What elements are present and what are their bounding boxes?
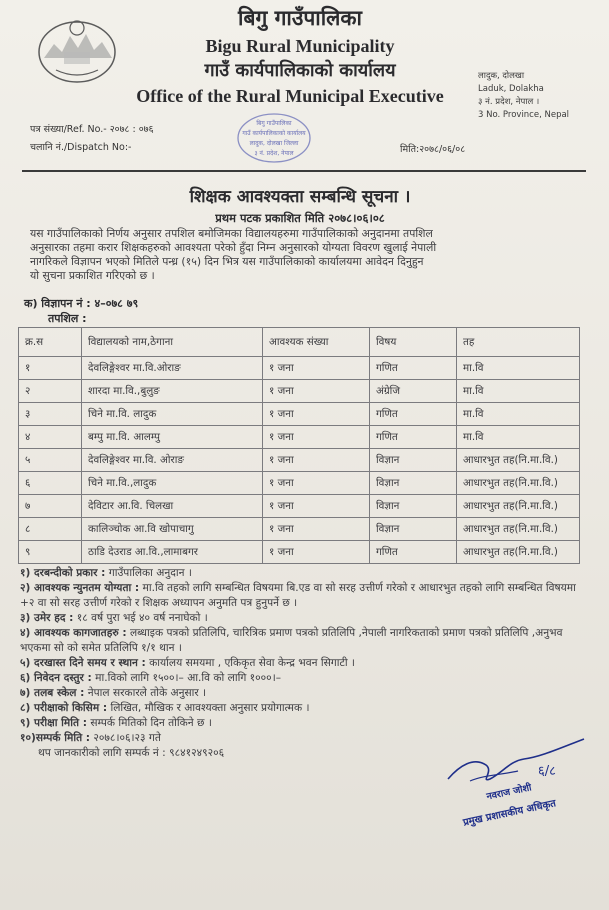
table-cell: ५ xyxy=(19,449,82,472)
condition-text: मा.विको लागि १५००।– आ.वि को लागि १०००।– xyxy=(95,672,282,684)
signature-date: ६/८ xyxy=(538,764,556,779)
condition-label: २) आवश्यक न्युनतम योग्यता : xyxy=(20,582,140,594)
table-cell: आधारभुत तह(नि.मा.वि.) xyxy=(457,449,580,472)
address-line: 3 No. Province, Nepal xyxy=(478,110,570,120)
vacancy-table xyxy=(18,327,580,564)
table-cell: अंग्रेजि xyxy=(370,380,457,403)
table-cell: आधारभुत तह(नि.मा.वि.) xyxy=(457,541,580,564)
table-cell: ७ xyxy=(19,495,82,518)
condition-label: ७) तलब स्केल : xyxy=(20,687,85,699)
municipality-name-english: Bigu Rural Municipality xyxy=(205,36,395,56)
office-address xyxy=(478,70,569,122)
table-row xyxy=(19,357,580,380)
office-name-english: Office of the Rural Municipal Executive xyxy=(136,86,444,106)
condition-text: मा.वि तहको लागि सम्बन्धित विषयमा बि.एड वा सो सरह उत्तीर्ण गरेको र आधारभुत तहको लागि सम्बन्धित विषयमा +२ वा सो सरह उत्तीर्ण गरेको र शिक्षक अध्यापन अनुमति पत्र हुनुपर्ने छ । xyxy=(20,582,576,609)
signatory-title: प्रमुख प्रशासकीय अधिकृत xyxy=(462,798,557,829)
condition-item xyxy=(20,686,590,701)
signatory-name: नवराज जोशी xyxy=(485,782,533,803)
table-row xyxy=(19,380,580,403)
condition-text: थप जानकारीको लागि सम्पर्क नं : ९८४१२४९२०६ xyxy=(38,747,225,759)
table-cell: ९ xyxy=(19,541,82,564)
stamp-text: लादुक, दोलखा जिल्ला xyxy=(249,140,299,147)
table-cell: १ जना xyxy=(263,495,370,518)
stamp-text: गाउँ कार्यपालिकाको कार्यालय xyxy=(242,130,306,137)
table-header-row xyxy=(19,328,580,357)
table-cell: १ जना xyxy=(263,449,370,472)
letter-date: मिति:२०७८/०६/०८ xyxy=(400,144,466,155)
table-cell: मा.वि xyxy=(457,426,580,449)
table-cell: २ xyxy=(19,380,82,403)
condition-label: १) दरबन्दीको प्रकार : xyxy=(20,567,106,579)
condition-text: १८ वर्ष पुरा भई ४० वर्ष ननाघेको । xyxy=(76,612,208,624)
table-cell: मा.वि xyxy=(457,403,580,426)
column-header: विद्यालयको नाम,ठेगाना xyxy=(82,328,263,357)
table-cell: आधारभुत तह(नि.मा.वि.) xyxy=(457,518,580,541)
government-emblem-logo xyxy=(34,8,120,88)
address-line: Laduk, Dolakha xyxy=(478,84,544,94)
condition-item xyxy=(20,701,590,716)
stamp-text: ३ नं. प्रदेश, नेपाल xyxy=(254,150,294,157)
table-cell: ठाडि देउराड आ.वि.,लामाबगर xyxy=(82,541,263,564)
body-line: यस गाउँपालिकाको निर्णय अनुसार तपशिल बमोजिमका विद्यालयहरुमा गाउँपालिकाको अनुदानमा तपशिल xyxy=(30,227,433,240)
published-date: प्रथम पटक प्रकाशित मिति २०७८।०६।०८ xyxy=(215,211,385,225)
table-cell: आधारभुत तह(नि.मा.वि.) xyxy=(457,472,580,495)
office-stamp xyxy=(236,112,312,164)
condition-item xyxy=(20,566,590,581)
condition-item xyxy=(20,671,590,686)
condition-label: १०)सम्पर्क मिति : xyxy=(20,732,91,744)
condition-item xyxy=(20,716,590,731)
table-cell: चिने मा.वि. लादुक xyxy=(82,403,263,426)
table-cell: १ जना xyxy=(263,472,370,495)
body-line: अनुसारका तहमा करार शिक्षकहरुको आवश्यता परेको हुँदा निम्न अनुसारको योग्यता विवरण खुलाई नेपाली xyxy=(30,241,437,254)
table-cell: गणित xyxy=(370,426,457,449)
condition-text: नेपाल सरकारले तोके अनुसार । xyxy=(87,687,207,699)
condition-text: लब्धाइक पत्रको प्रतिलिपि, चारित्रिक प्रमाण पत्रको प्रतिलिपि ,नेपाली नागरिकताको प्रमाण पत्रको प्रतिलिपि ,अनुभव भएकमा सो को समेत प्रतिलिपि १/१ थान । xyxy=(20,627,563,654)
table-cell: देवलिङ्गेश्वर मा.वि.ओराङ xyxy=(82,357,263,380)
table-row xyxy=(19,403,580,426)
condition-label: ३) उमेर हद : xyxy=(20,612,74,624)
table-cell: चिने मा.वि.,लादुक xyxy=(82,472,263,495)
condition-text: सम्पर्क मितिको दिन तोकिने छ । xyxy=(90,717,212,729)
body-line: यो सुचना प्रकाशित गरिएको छ । xyxy=(30,269,155,282)
table-cell: विज्ञान xyxy=(370,449,457,472)
table-cell: देवलिङ्गेश्वर मा.वि. ओराङ xyxy=(82,449,263,472)
table-cell: कालिञ्चोक आ.वि खोपाचागु xyxy=(82,518,263,541)
condition-label: ५) दरखास्त दिने समय र स्थान : xyxy=(20,657,146,669)
condition-label: ४) आवश्यक कागजातहरु : xyxy=(20,627,127,639)
table-row xyxy=(19,449,580,472)
condition-text: २०७८।०६।२३ गते xyxy=(93,732,161,744)
table-cell: ४ xyxy=(19,426,82,449)
table-cell: विज्ञान xyxy=(370,472,457,495)
column-header: क्र.स xyxy=(19,328,82,357)
condition-label: ६) निवेदन दस्तुर : xyxy=(20,672,92,684)
condition-text: कार्यालय समयमा , एकिकृत सेवा केन्द्र भवन सिगाटी । xyxy=(149,657,355,669)
condition-item xyxy=(20,626,590,656)
column-header: विषय xyxy=(370,328,457,357)
address-line: लादुक, दोलखा xyxy=(478,71,525,81)
table-cell: गणित xyxy=(370,357,457,380)
table-row xyxy=(19,495,580,518)
table-row xyxy=(19,472,580,495)
table-cell: मा.वि xyxy=(457,380,580,403)
table-cell: शारदा मा.वि.,बुलुङ xyxy=(82,380,263,403)
table-cell: गणित xyxy=(370,541,457,564)
table-cell: १ जना xyxy=(263,380,370,403)
advertisement-number: क) विज्ञापन नं : ४–०७८ ७९ xyxy=(24,297,139,310)
table-row xyxy=(19,518,580,541)
notice-body xyxy=(30,227,590,283)
table-cell: देविटार आ.वि. चिलखा xyxy=(82,495,263,518)
table-cell: गणित xyxy=(370,403,457,426)
reference-number: पत्र संख्या/Ref. No.- २०७८ : ०७६ xyxy=(30,124,154,135)
condition-item xyxy=(20,611,590,626)
table-cell: आधारभुत तह(नि.मा.वि.) xyxy=(457,495,580,518)
table-cell: विज्ञान xyxy=(370,495,457,518)
table-cell: १ जना xyxy=(263,403,370,426)
notice-title: शिक्षक आवश्यक्ता सम्बन्धि सूचना । xyxy=(189,187,411,207)
dispatch-number: चलानि नं./Dispatch No:- xyxy=(30,142,132,153)
stamp-text: बिगु गाउँपालिका xyxy=(256,120,292,127)
conditions-list xyxy=(20,566,590,761)
office-name-nepali: गाउँ कार्यपालिकाको कार्यालय xyxy=(204,60,396,81)
address-line: ३ नं. प्रदेश, नेपाल । xyxy=(478,97,540,107)
table-cell: १ जना xyxy=(263,426,370,449)
table-cell: १ xyxy=(19,357,82,380)
table-cell: १ जना xyxy=(263,357,370,380)
condition-text: गाउँपालिका अनुदान । xyxy=(108,567,192,579)
condition-item xyxy=(20,656,590,671)
table-cell: मा.वि xyxy=(457,357,580,380)
table-cell: ३ xyxy=(19,403,82,426)
table-cell: ८ xyxy=(19,518,82,541)
header-divider xyxy=(22,170,586,172)
table-cell: १ जना xyxy=(263,541,370,564)
table-row xyxy=(19,426,580,449)
condition-item xyxy=(20,581,590,611)
municipality-name-nepali: बिगु गाउँपालिका xyxy=(238,6,362,30)
table-cell: विज्ञान xyxy=(370,518,457,541)
condition-label: ९) परीक्षा मिति : xyxy=(20,717,87,729)
column-header: तह xyxy=(457,328,580,357)
condition-label: ८) परीक्षाको किसिम : xyxy=(20,702,108,714)
body-line: नागरिकले विज्ञापन भएको मितिले पन्ध्र (१५) दिन भित्र यस गाउँपालिकाको कार्यालयमा आवेदन दिनुहुन xyxy=(30,255,424,268)
details-label: तपशिल : xyxy=(48,312,87,325)
table-cell: ६ xyxy=(19,472,82,495)
condition-text: लिखित, मौखिक र आवश्यक्ता अनुसार प्रयोगात्मक । xyxy=(110,702,310,714)
column-header: आवश्यक संख्या xyxy=(263,328,370,357)
table-cell: १ जना xyxy=(263,518,370,541)
table-row xyxy=(19,541,580,564)
table-cell: बम्पु मा.वि. आलम्पु xyxy=(82,426,263,449)
